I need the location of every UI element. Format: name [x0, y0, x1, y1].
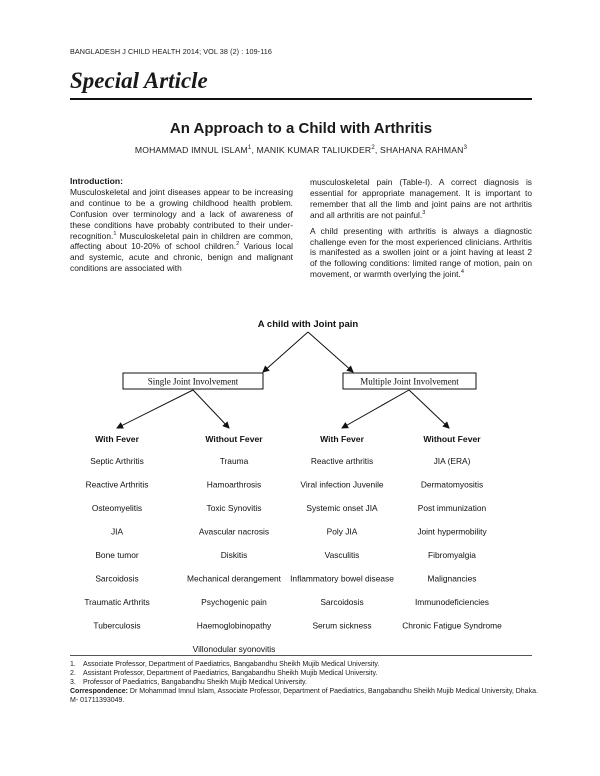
condition-item: Inflammatory bowel disease [290, 573, 394, 584]
body-text: Musculoskeletal and joint diseases appear to be increasing and continue to be a growing childhood health problem. Confusion over terminology and a lack of awareness of these conditions have probably contributed to their under-recognition. [70, 186, 293, 241]
author-affiliation-mark: 1 [247, 145, 252, 152]
condition-item: Villonodular syonovitis [192, 644, 276, 654]
flowchart-root-label: A child with Joint pain [257, 319, 359, 330]
footnote-number: 2. [70, 670, 76, 677]
condition-item: Toxic Synovitis [206, 503, 262, 513]
condition-item: Immunodeficiencies [414, 597, 490, 607]
condition-item: Haemoglobinopathy [196, 620, 272, 631]
condition-item: Avascular nacrosis [198, 526, 270, 537]
citation-mark: 1 [113, 230, 117, 237]
footnote-number: 1. [70, 661, 76, 668]
footnote-rule [70, 655, 532, 656]
citation-mark: 4 [460, 269, 464, 276]
body-text: A child presenting with arthritis is always a diagnostic challenge even for the most experienced clinicians. Arthritis is manifested as a swollen joint or a joint having at least 2 of the following conditions: limited range of motion, pain on movement, or warmth overlying the joint. [310, 225, 532, 280]
author-affiliation-mark: 2 [371, 145, 375, 152]
condition-item: Vasculitis [324, 550, 360, 560]
author-name: SHAHANA RAHMAN [380, 145, 464, 155]
condition-item: Bone tumor [95, 550, 139, 560]
introduction-heading: Introduction: [70, 176, 123, 186]
multiple-joint-label: Multiple Joint Involvement [360, 376, 459, 387]
column-heading: Without Fever [205, 434, 263, 444]
author-name: MANIK KUMAR TALIUKDER [256, 145, 372, 155]
condition-item: Fibromyalgia [428, 550, 476, 560]
root-to-multiple-arrow [308, 332, 353, 372]
footnote [70, 678, 540, 687]
condition-item: Malignancies [427, 573, 477, 584]
condition-item: Systemic onset JIA [306, 503, 378, 513]
section-heading: Special Article [70, 68, 208, 93]
condition-item: Serum sickness [312, 620, 372, 631]
condition-item: Chronic Fatigue Syndrome [402, 620, 502, 631]
flowchart-columns [84, 434, 502, 654]
single-to-nofever-arrow [193, 390, 229, 428]
footnote-number: 3. [70, 679, 76, 686]
author-affiliation-mark: 3 [463, 145, 468, 152]
single-joint-label: Single Joint Involvement [147, 376, 239, 387]
condition-item: Joint hypermobility [417, 526, 487, 537]
correspondence [70, 687, 540, 705]
condition-item: Viral infection Juvenile [300, 479, 384, 490]
article-title: An Approach to a Child with Arthritis [169, 120, 433, 137]
multiple-to-fever-arrow [342, 390, 409, 428]
condition-item: Septic Arthritis [90, 456, 144, 466]
correspondence-label: Correspondence: [70, 688, 128, 695]
correspondence-text: Dr Mohammad Imnul Islam, Associate Professor, Department of Paediatrics, Bangabandhu Sheikh Mujib Medical University, Dhaka. M- 01711393049. [70, 688, 538, 704]
citation-mark: 3 [422, 209, 426, 216]
condition-item: Traumatic Arthrits [84, 597, 150, 607]
multiple-to-nofever-arrow [409, 390, 449, 428]
footnote-text: Associate Professor, Department of Paediatrics, Bangabandhu Sheikh Mujib Medical University. [83, 661, 380, 668]
condition-item: Mechanical derangement [186, 573, 282, 584]
condition-item: Tuberculosis [93, 620, 141, 631]
condition-item: Post immunization [417, 503, 487, 513]
single-to-fever-arrow [117, 390, 193, 428]
footnote-text: Professor of Paediatrics, Bangabandhu Sheikh Mujib Medical University. [83, 679, 307, 686]
condition-item: Dermatomyositis [420, 479, 484, 490]
footnote-text: Assistant Professor, Department of Paediatrics, Bangabandhu Sheikh Mujib Medical University. [83, 670, 378, 677]
condition-item: Trauma [219, 456, 249, 466]
condition-item: Diskitis [220, 550, 248, 560]
root-to-single-arrow [263, 332, 308, 372]
column-heading: Without Fever [423, 434, 481, 444]
citation-mark: 2 [236, 241, 240, 248]
footnote [70, 669, 540, 678]
condition-item: Sarcoidosis [95, 573, 139, 584]
author-list: MOHAMMAD IMNUL ISLAM$^1$, MANIK KUMAR TALIUKDER$^2$, SHAHANA RAHMAN$^3$ [134, 145, 468, 155]
column-heading: With Fever [95, 434, 139, 444]
condition-item: JIA [110, 526, 124, 537]
column-heading: With Fever [320, 434, 364, 444]
journal-citation: BANGLADESH J CHILD HEALTH 2014; VOL 38 (2) : 109-116 [70, 47, 273, 56]
body-text: Various local and systemic, acute and chronic, benign and malignant conditions are associated with [70, 241, 293, 274]
body-text: Musculoskeletal pain in children are common, affecting about 10-20% of school children. [70, 230, 293, 252]
footnotes [70, 660, 540, 705]
condition-item: Osteomyelitis [91, 503, 143, 513]
condition-item: Poly JIA [326, 526, 358, 537]
condition-item: Sarcoidosis [320, 597, 364, 607]
body-text: musculoskeletal pain (Table-I). A correct diagnosis is essential for appropriate management. It is important to remember that all the limb and joint pains are not arthritis and all arthritis are not painful. [310, 177, 532, 220]
condition-item: Reactive Arthritis [85, 479, 149, 490]
condition-item: Psychogenic pain [201, 597, 267, 607]
author-name: MOHAMMAD IMNUL ISLAM [134, 145, 248, 155]
condition-item: Hamoarthrosis [206, 479, 262, 490]
footnote [70, 660, 540, 669]
condition-item: JIA (ERA) [433, 456, 471, 466]
condition-item: Reactive arthritis [310, 456, 374, 466]
